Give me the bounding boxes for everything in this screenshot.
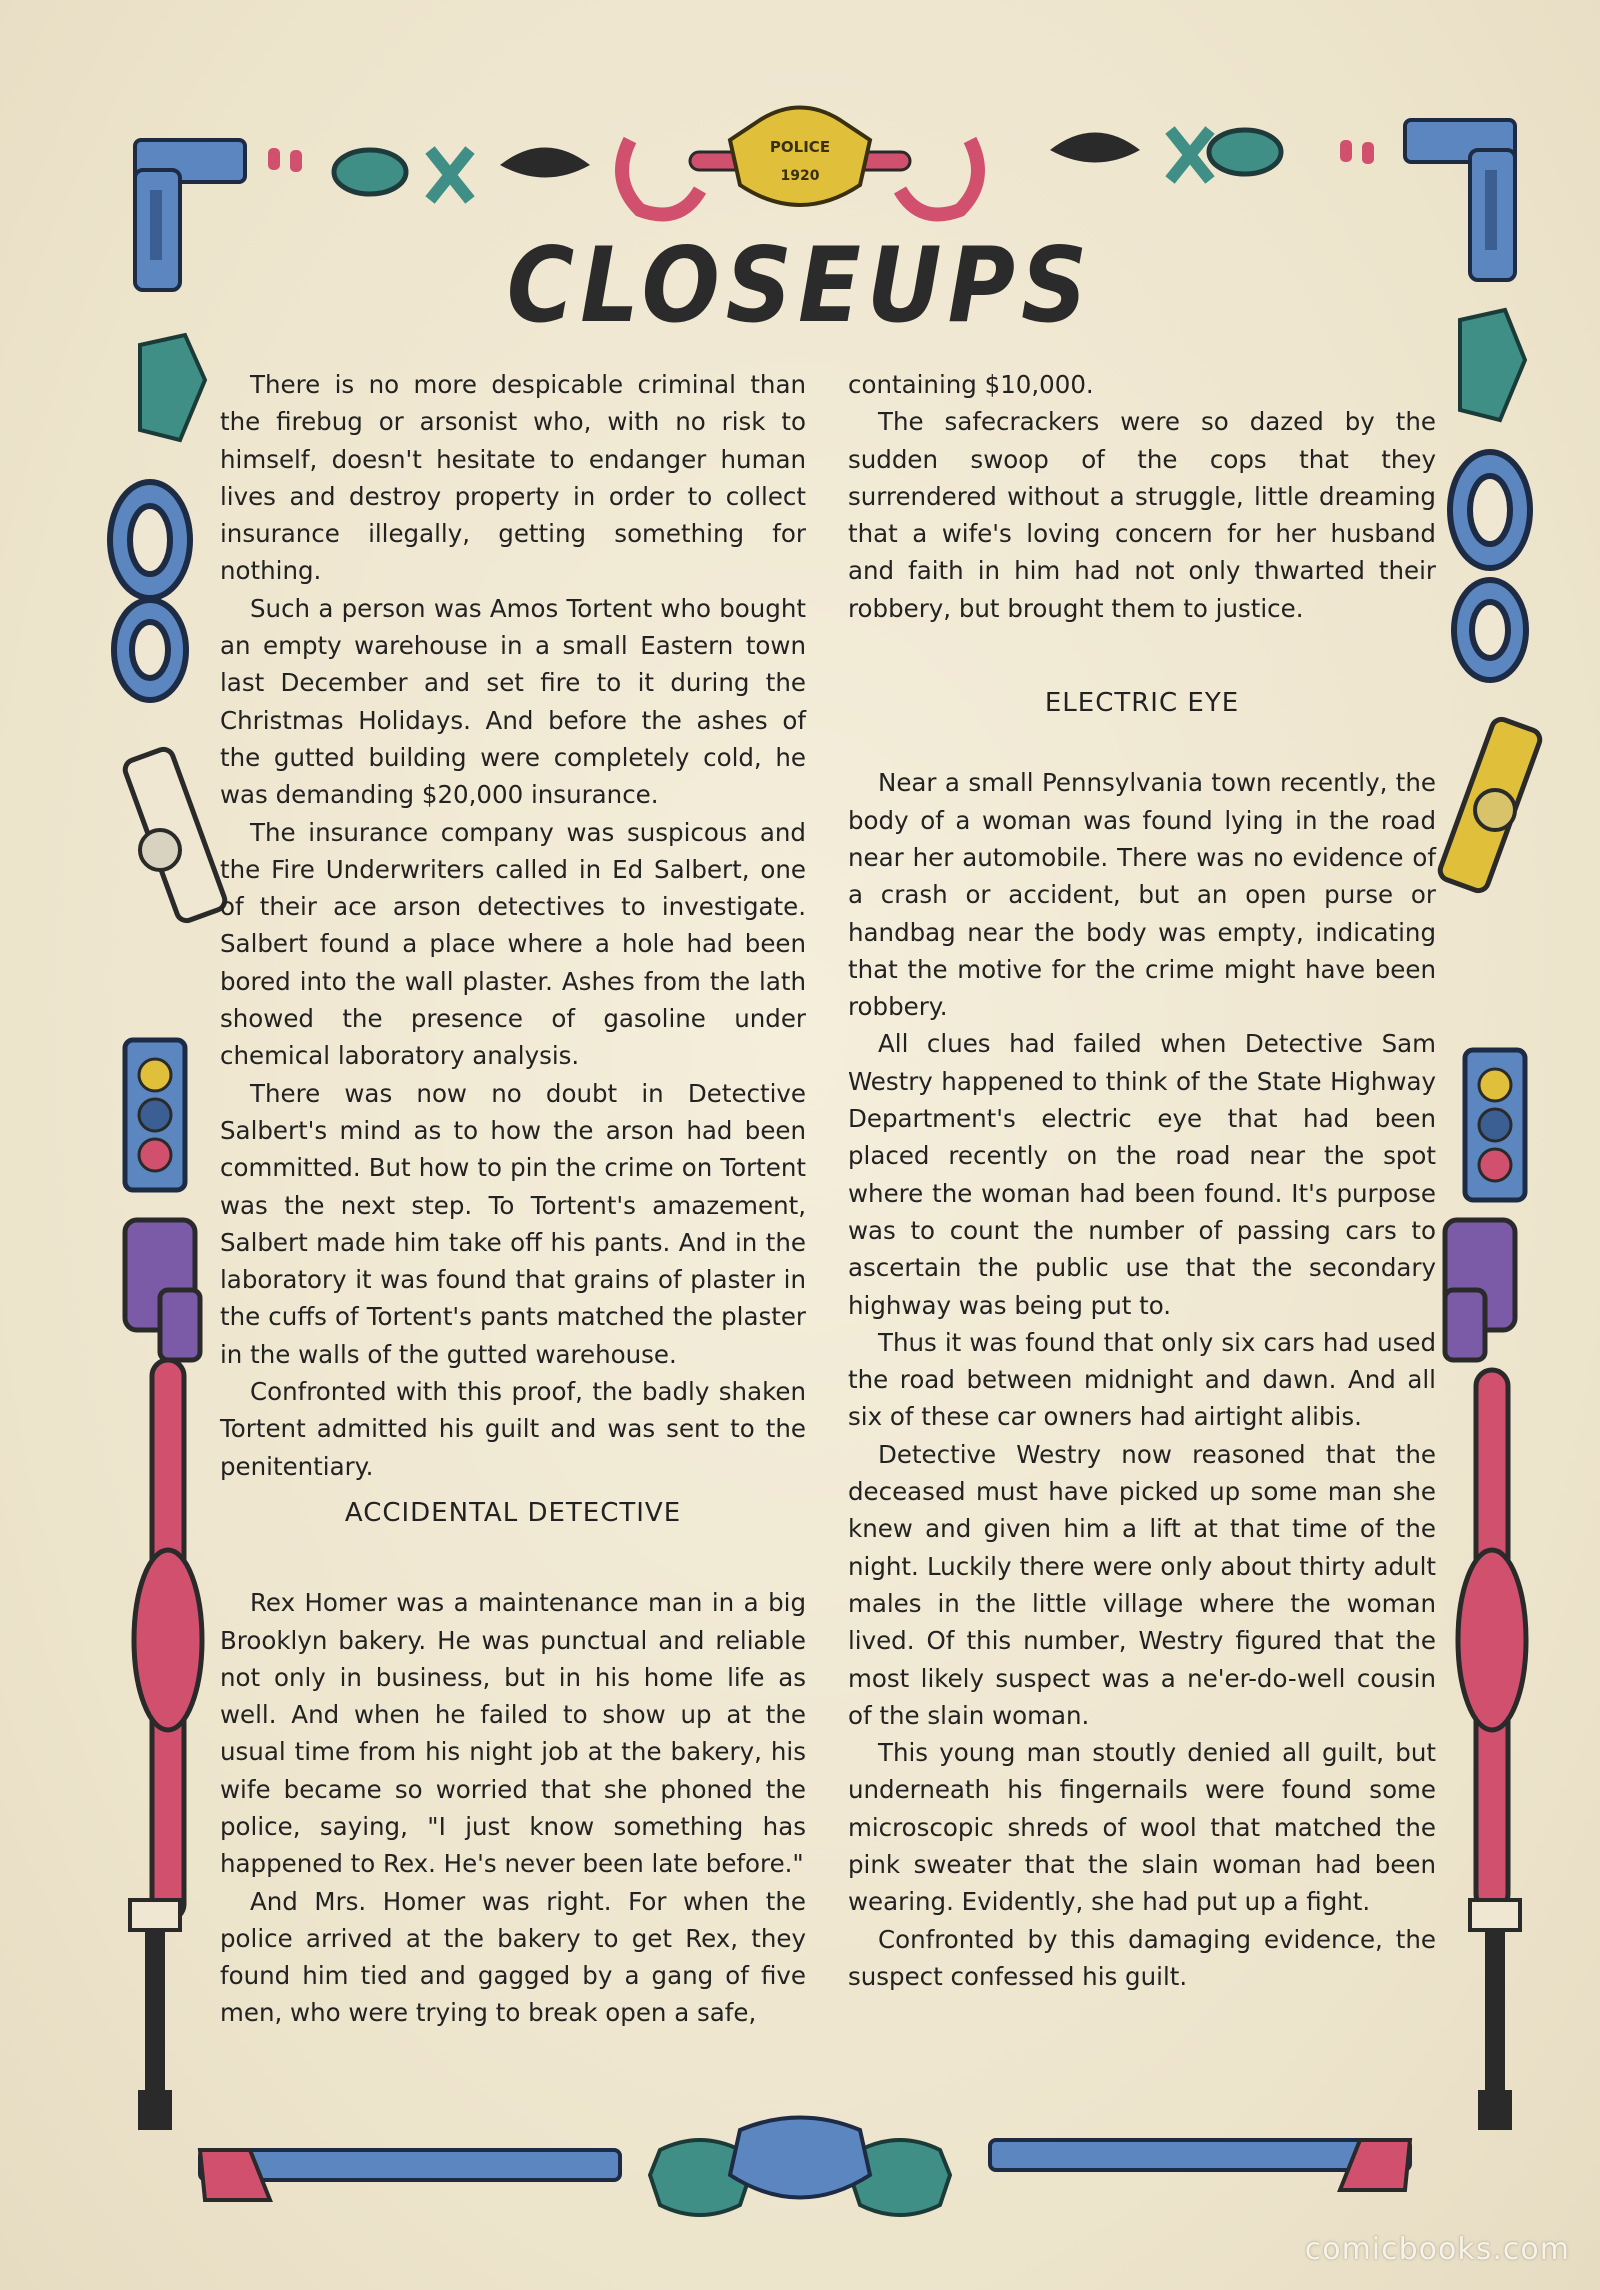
paragraph: This young man stoutly denied all guilt, but underneath his fingernails were found some microscopic shreds of wool that matched the pink sweater that the slain woman had been wearing. Evidently, she had put up a fight. <box>848 1738 1436 1917</box>
watermark: comicbooks.com <box>1304 2232 1570 2267</box>
paragraph: containing $10,000. <box>848 370 1094 399</box>
street-lamp-icon <box>130 1900 180 2130</box>
paragraph: Such a person was Amos Tortent who bought an empty warehouse in a small Eastern town last December and set fire to it during the Christmas Holidays. And before the ashes of the gutted building were completely cold, he was demanding $20,000 insurance. <box>220 593 806 810</box>
paragraph: And Mrs. Homer was right. For when the police arrived at the bakery to get Rex, they found him tied and gagged by a gang of five men, who were trying to break open a safe, <box>220 1886 806 2028</box>
handcuffs-icon <box>110 482 190 700</box>
paragraph: The safecrackers were so dazed by the sudden swoop of the cops that they surrendered without a struggle, little dreaming that a wife's loving concern for her husband and faith in him had not only thwarted their robbery, but brought them to justice. <box>848 407 1436 623</box>
revolver-icon <box>125 1220 200 1360</box>
page-title: CLOSEUPS <box>506 225 1094 346</box>
left-column <box>220 366 806 2032</box>
badge-number: 1920 <box>780 168 820 184</box>
nightstick-icon <box>134 1360 202 1920</box>
paragraph: The insurance company was suspicous and the Fire Underwriters called in Ed Salbert, one of their ace arson detectives to investigate. Salbert found a place where a hole had been bored into the wall plaster. Ashes from the lath showed the presence of gasoline under chemical laboratory analysis. <box>220 817 806 1071</box>
paragraph: Confronted by this damaging evidence, the suspect confessed his guilt. <box>848 1924 1436 1991</box>
handcuffs-icon <box>1450 452 1530 680</box>
paragraph: Detective Westry now reasoned that the deceased must have picked up some man she knew and given him a lift at that time of the night. Luckily there were only about thirty adult males in the little village where the woman lived. Of this number, Westry figured that the most likely suspect was a ne'er-do-well cousin of the slain woman. <box>848 1439 1436 1730</box>
revolver-icon <box>1437 717 1542 894</box>
traffic-light-icon <box>1465 1050 1525 1200</box>
right-border <box>1437 310 1542 2130</box>
badge-text: POLICE <box>769 138 831 156</box>
nightstick-icon <box>1458 1370 1526 1910</box>
paragraph: All clues had failed when Detective Sam Westry happened to think of the State Highway Department's electric eye that had been placed recently on the road near the spot where the woman had been found. It's purpose was to count the number of passing cars to ascertain the public use that the secondary highway was being put to. <box>848 1029 1436 1320</box>
shield-badge-icon <box>140 335 205 440</box>
tongs-icon <box>1170 130 1210 180</box>
police-badge-icon <box>730 108 870 206</box>
street-lamp-icon <box>1470 1900 1520 2130</box>
paragraph: Thus it was found that only six cars had used the road between midnight and dawn. And all six of these car owners had airtight alibis. <box>848 1327 1436 1432</box>
section-heading: ELECTRIC EYE <box>1044 688 1240 719</box>
right-column <box>848 366 1436 1995</box>
rifle-icon <box>200 2150 620 2200</box>
bottom-border <box>200 2118 1410 2216</box>
revolver-icon <box>1445 1220 1515 1360</box>
traffic-light-icon <box>125 1040 185 1190</box>
revolver-icon <box>122 747 227 924</box>
paragraph: Near a small Pennsylvania town recently, the body of a woman was found lying in the road near her automobile. There was no evidence of a crash or accident, but an open purse or handbag near the body was empty, indicating that the motive for the crime might have been robbery. <box>848 768 1436 1022</box>
paragraph: There is no more despicable criminal than the firebug or arsonist who, with no risk to himself, doesn't hesitate to endanger human lives and destroy property in order to collect insurance illegally, getting something for nothing. <box>220 370 806 586</box>
rifle-icon <box>990 2140 1410 2190</box>
police-badge-icon <box>650 2118 950 2216</box>
section-heading: ACCIDENTAL DETECTIVE <box>344 1497 682 1528</box>
left-border <box>110 335 228 2130</box>
tongs-icon <box>430 150 470 200</box>
paragraph: Rex Homer was a maintenance man in a big Brooklyn bakery. He was punctual and reliable not only in business, but in his home life as well. And when he failed to show up at the usual time from his night job at the bakery, his wife became so worried that she phoned the police, saying, "I just know something has happened to Rex. He's never been late before." <box>220 1588 806 1879</box>
paragraph: There was now no doubt in Detective Salbert's mind as to how the arson had been committed. But how to pin the crime on Tortent was the next step. To Tortent's amazement, Salbert made him take off his pants. And in the laboratory it was found that grains of plaster in the cuffs of Tortent's pants matched the plaster in the walls of the gutted warehouse. <box>220 1078 806 1369</box>
paragraph: Confronted with this proof, the badly shaken Tortent admitted his guilt and was sent to the penitentiary. <box>220 1377 806 1481</box>
